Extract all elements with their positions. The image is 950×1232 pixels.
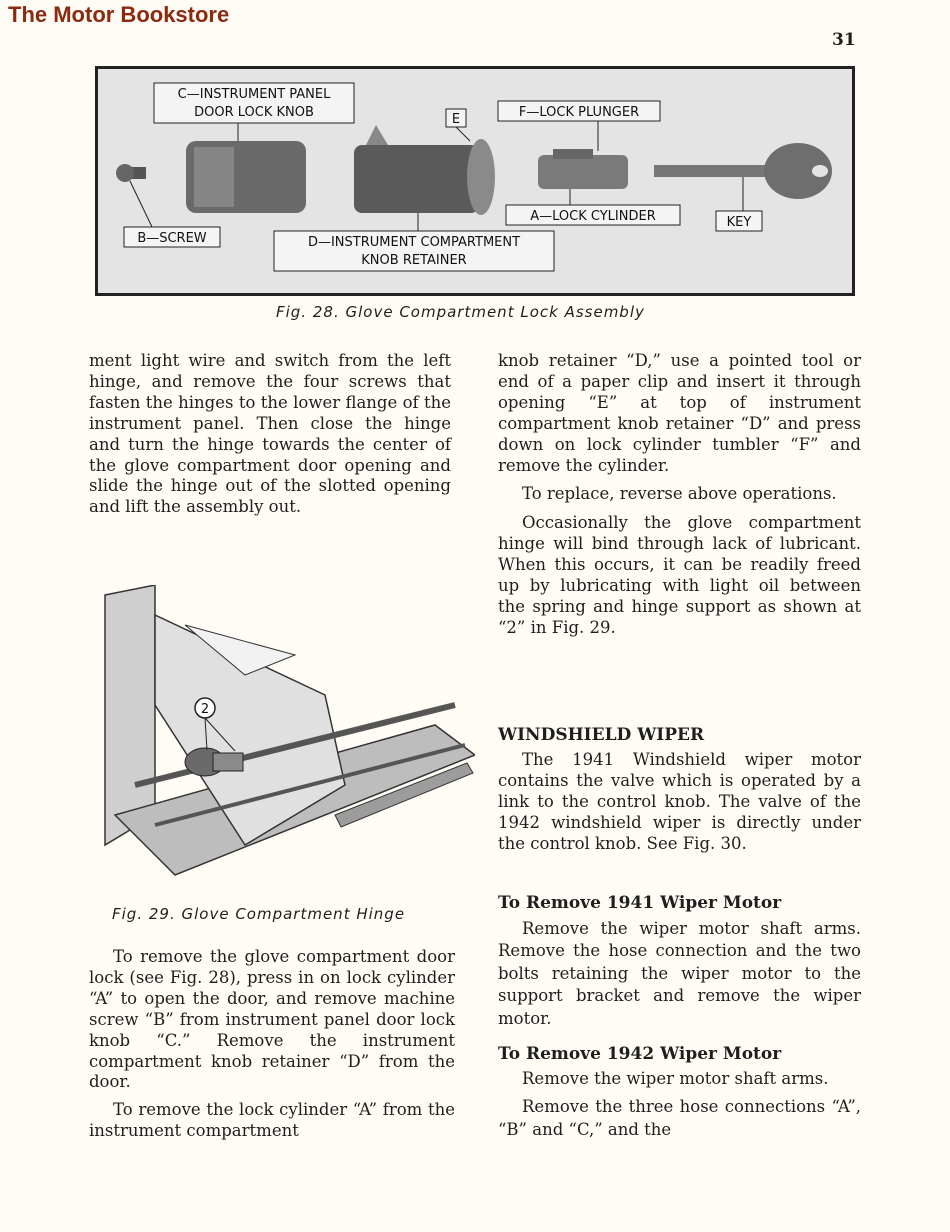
heading-remove-1942: To Remove 1942 Wiper Motor (498, 1044, 782, 1064)
left-paragraph-2: To remove the glove compartment door lock (see Fig. 28), press in on lock cylinder “A” to open the door, and remove machine screw “B” from instrument panel door lock knob “C.” Remove the instrument compartment knob retainer “D” from the door. (89, 947, 455, 1092)
callout-2-label: 2 (200, 702, 210, 717)
heading-windshield-wiper: WINDSHIELD WIPER (498, 725, 705, 745)
label-b: B—SCREW (137, 231, 207, 246)
hinge-illustration (95, 585, 475, 885)
right-paragraph-6: Remove the wiper motor shaft arms. (522, 1069, 829, 1088)
label-c-line1: C—INSTRUMENT PANEL (177, 87, 331, 102)
label-f: F—LOCK PLUNGER (518, 105, 640, 120)
left-paragraph-1: ment light wire and switch from the left hinge, and remove the four screws that fasten the hinges to the lower flange of the instrument panel. Then close the hinge and turn the hinge towards the center of the glove compartment door opening and slide the hinge out of the slotted opening and lift the assembly out. (89, 351, 451, 517)
left-column-top (89, 351, 451, 518)
right-column-1941 (498, 918, 861, 1030)
figure-29-hinge (95, 585, 475, 885)
figure-28-caption: Fig. 28. Glove Compartment Lock Assembly (276, 303, 645, 321)
page-number: 31 (832, 30, 856, 50)
brand-watermark: The Motor Bookstore (8, 2, 230, 27)
screw-part (116, 164, 146, 182)
label-key: KEY (726, 215, 752, 230)
right-column-top (498, 351, 861, 639)
right-column-wiper (498, 750, 861, 855)
right-paragraph-4: The 1941 Windshield wiper motor contains the valve which is operated by a link to the control knob. The valve of the 1942 windshield wiper is directly under the control knob. See Fig. 30. (498, 750, 861, 853)
figure-29-caption: Fig. 29. Glove Compartment Hinge (112, 905, 406, 923)
label-d-line2: KNOB RETAINER (361, 253, 467, 268)
right-paragraph-5: Remove the wiper motor shaft arms. Remove the hose connection and the two bolts retaining the wiper motor to the support bracket and remove the wiper motor. (498, 919, 861, 1028)
right-paragraph-3: Occasionally the glove compartment hinge will bind through lack of lubricant. When this occurs, it can be readily freed up by lubricating with light oil between the spring and hinge support as shown at “2” in Fig. 29. (498, 513, 861, 637)
lock-cylinder-part (538, 149, 628, 189)
knob-retainer-part (354, 125, 495, 215)
label-d-line1: D—INSTRUMENT COMPARTMENT (307, 235, 521, 250)
right-paragraph-2: To replace, reverse above operations. (522, 484, 837, 504)
label-e: E (451, 112, 461, 127)
right-paragraph-7: Remove the three hose connections “A”, “B” and “C,” and the (498, 1097, 861, 1139)
left-column-bottom (89, 947, 455, 1142)
label-a: A—LOCK CYLINDER (530, 209, 656, 224)
figure-28-lock-assembly (95, 66, 855, 296)
right-column-1942 (498, 1068, 861, 1141)
heading-remove-1941: To Remove 1941 Wiper Motor (498, 893, 782, 913)
right-paragraph-1: knob retainer “D,” use a pointed tool or end of a paper clip and insert it through opening “E” at top of instrument compartment knob retainer “D” and press down on lock cylinder tumbler “F” and remove the cylinder. (498, 351, 861, 475)
left-paragraph-3: To remove the lock cylinder “A” from the instrument compartment (89, 1100, 455, 1141)
label-c-line2: DOOR LOCK KNOB (194, 105, 314, 120)
lock-assembly-illustration (98, 69, 852, 293)
door-lock-knob-part (186, 141, 306, 213)
